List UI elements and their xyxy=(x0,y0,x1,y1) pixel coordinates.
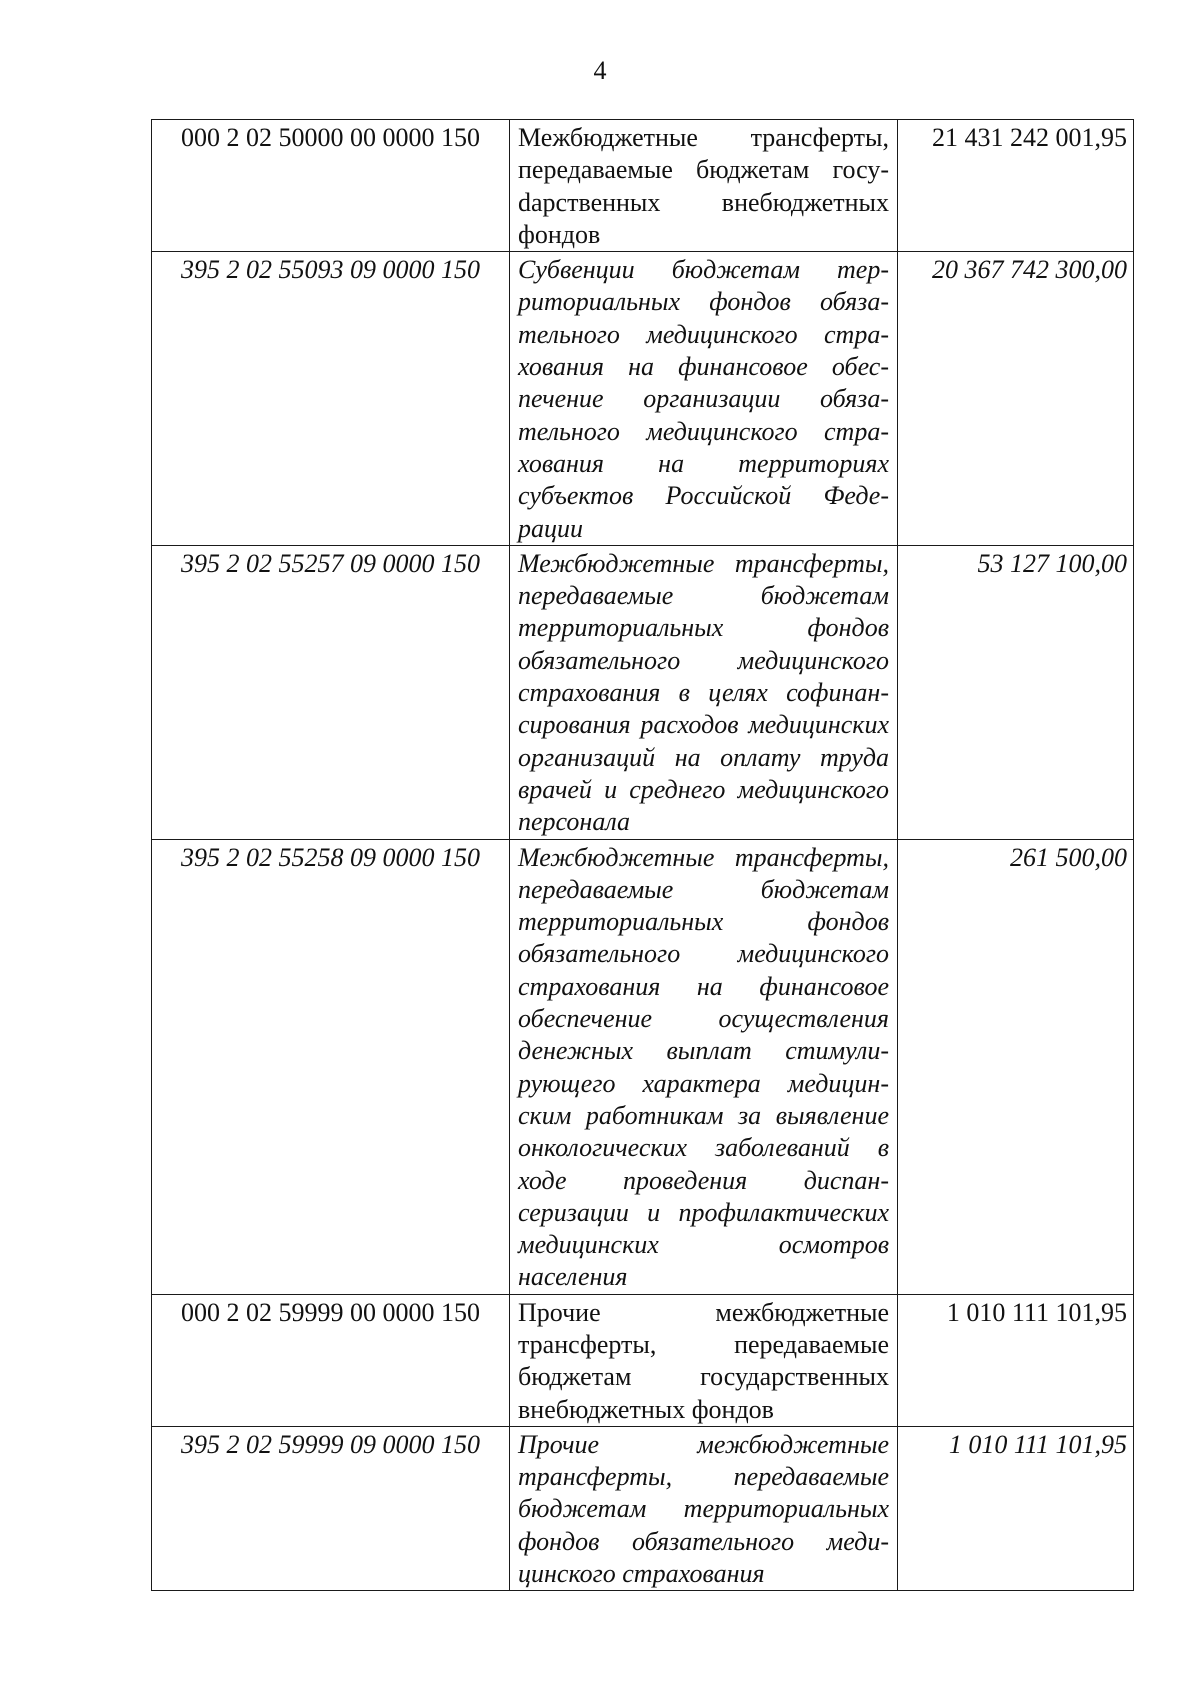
table-row xyxy=(152,252,1134,546)
revenue-name xyxy=(510,839,898,1294)
revenue-name-text: Межбюджетные трансферты, передаваемые бюджетам территориальных фондов обязательного медицинского страхования на финансовое обеспечение осуществления денежных выплат стимулирующего характера медицинским работникам за выявление онкологических заболеваний в ходе проведения диспансеризации и профилактических медицинских осмотров населения xyxy=(518,842,889,1292)
budget-classification-code: 395 2 02 55257 09 0000 150 xyxy=(152,545,510,839)
table-row xyxy=(152,545,1134,839)
revenue-name-text: Субвенции бюджетам территориальных фондов обязательного медицинского страхования на финансовое обеспечение организации обязательного медицинского страхования на территориях субъектов Российской Федерации xyxy=(518,255,889,543)
table-row xyxy=(152,120,1134,252)
revenue-name xyxy=(510,1294,898,1426)
budget-revenue-table xyxy=(151,119,1134,1591)
revenue-name-text: Межбюджетные трансферты, передаваемые бюджетам госуdарственных внебюджетных фондов xyxy=(518,123,889,249)
budget-classification-code: 000 2 02 50000 00 0000 150 xyxy=(152,120,510,252)
budget-classification-code: 395 2 02 59999 09 0000 150 xyxy=(152,1426,510,1590)
revenue-name xyxy=(510,120,898,252)
revenue-amount: 1 010 111 101,95 xyxy=(898,1294,1134,1426)
revenue-name-text: Межбюджетные трансферты, передаваемые бюджетам территориальных фондов обязательного медицинского страхования в целях софинансирования расходов медицинских организаций на оплату труда врачей и среднего медицинского персонала xyxy=(518,548,889,837)
page-number: 4 xyxy=(593,56,607,85)
table-row xyxy=(152,1294,1134,1426)
revenue-amount: 20 367 742 300,00 xyxy=(898,252,1134,546)
revenue-amount: 53 127 100,00 xyxy=(898,545,1134,839)
revenue-name-text: Прочие межбюджетные трансферты, передаваемые бюджетам государственных внебюджетных фондов xyxy=(518,1297,889,1424)
revenue-name-text: Прочие межбюджетные трансферты, передаваемые бюджетам территориальных фондов обязательного медицинского страхования xyxy=(518,1429,889,1589)
revenue-amount: 21 431 242 001,95 xyxy=(898,120,1134,252)
revenue-amount: 261 500,00 xyxy=(898,839,1134,1294)
revenue-name xyxy=(510,545,898,839)
budget-classification-code: 395 2 02 55258 09 0000 150 xyxy=(152,839,510,1294)
revenue-name xyxy=(510,1426,898,1590)
budget-classification-code: 000 2 02 59999 00 0000 150 xyxy=(152,1294,510,1426)
table-row xyxy=(152,839,1134,1294)
revenue-amount: 1 010 111 101,95 xyxy=(898,1426,1134,1590)
table-row xyxy=(152,1426,1134,1590)
budget-classification-code: 395 2 02 55093 09 0000 150 xyxy=(152,252,510,546)
revenue-name xyxy=(510,252,898,546)
